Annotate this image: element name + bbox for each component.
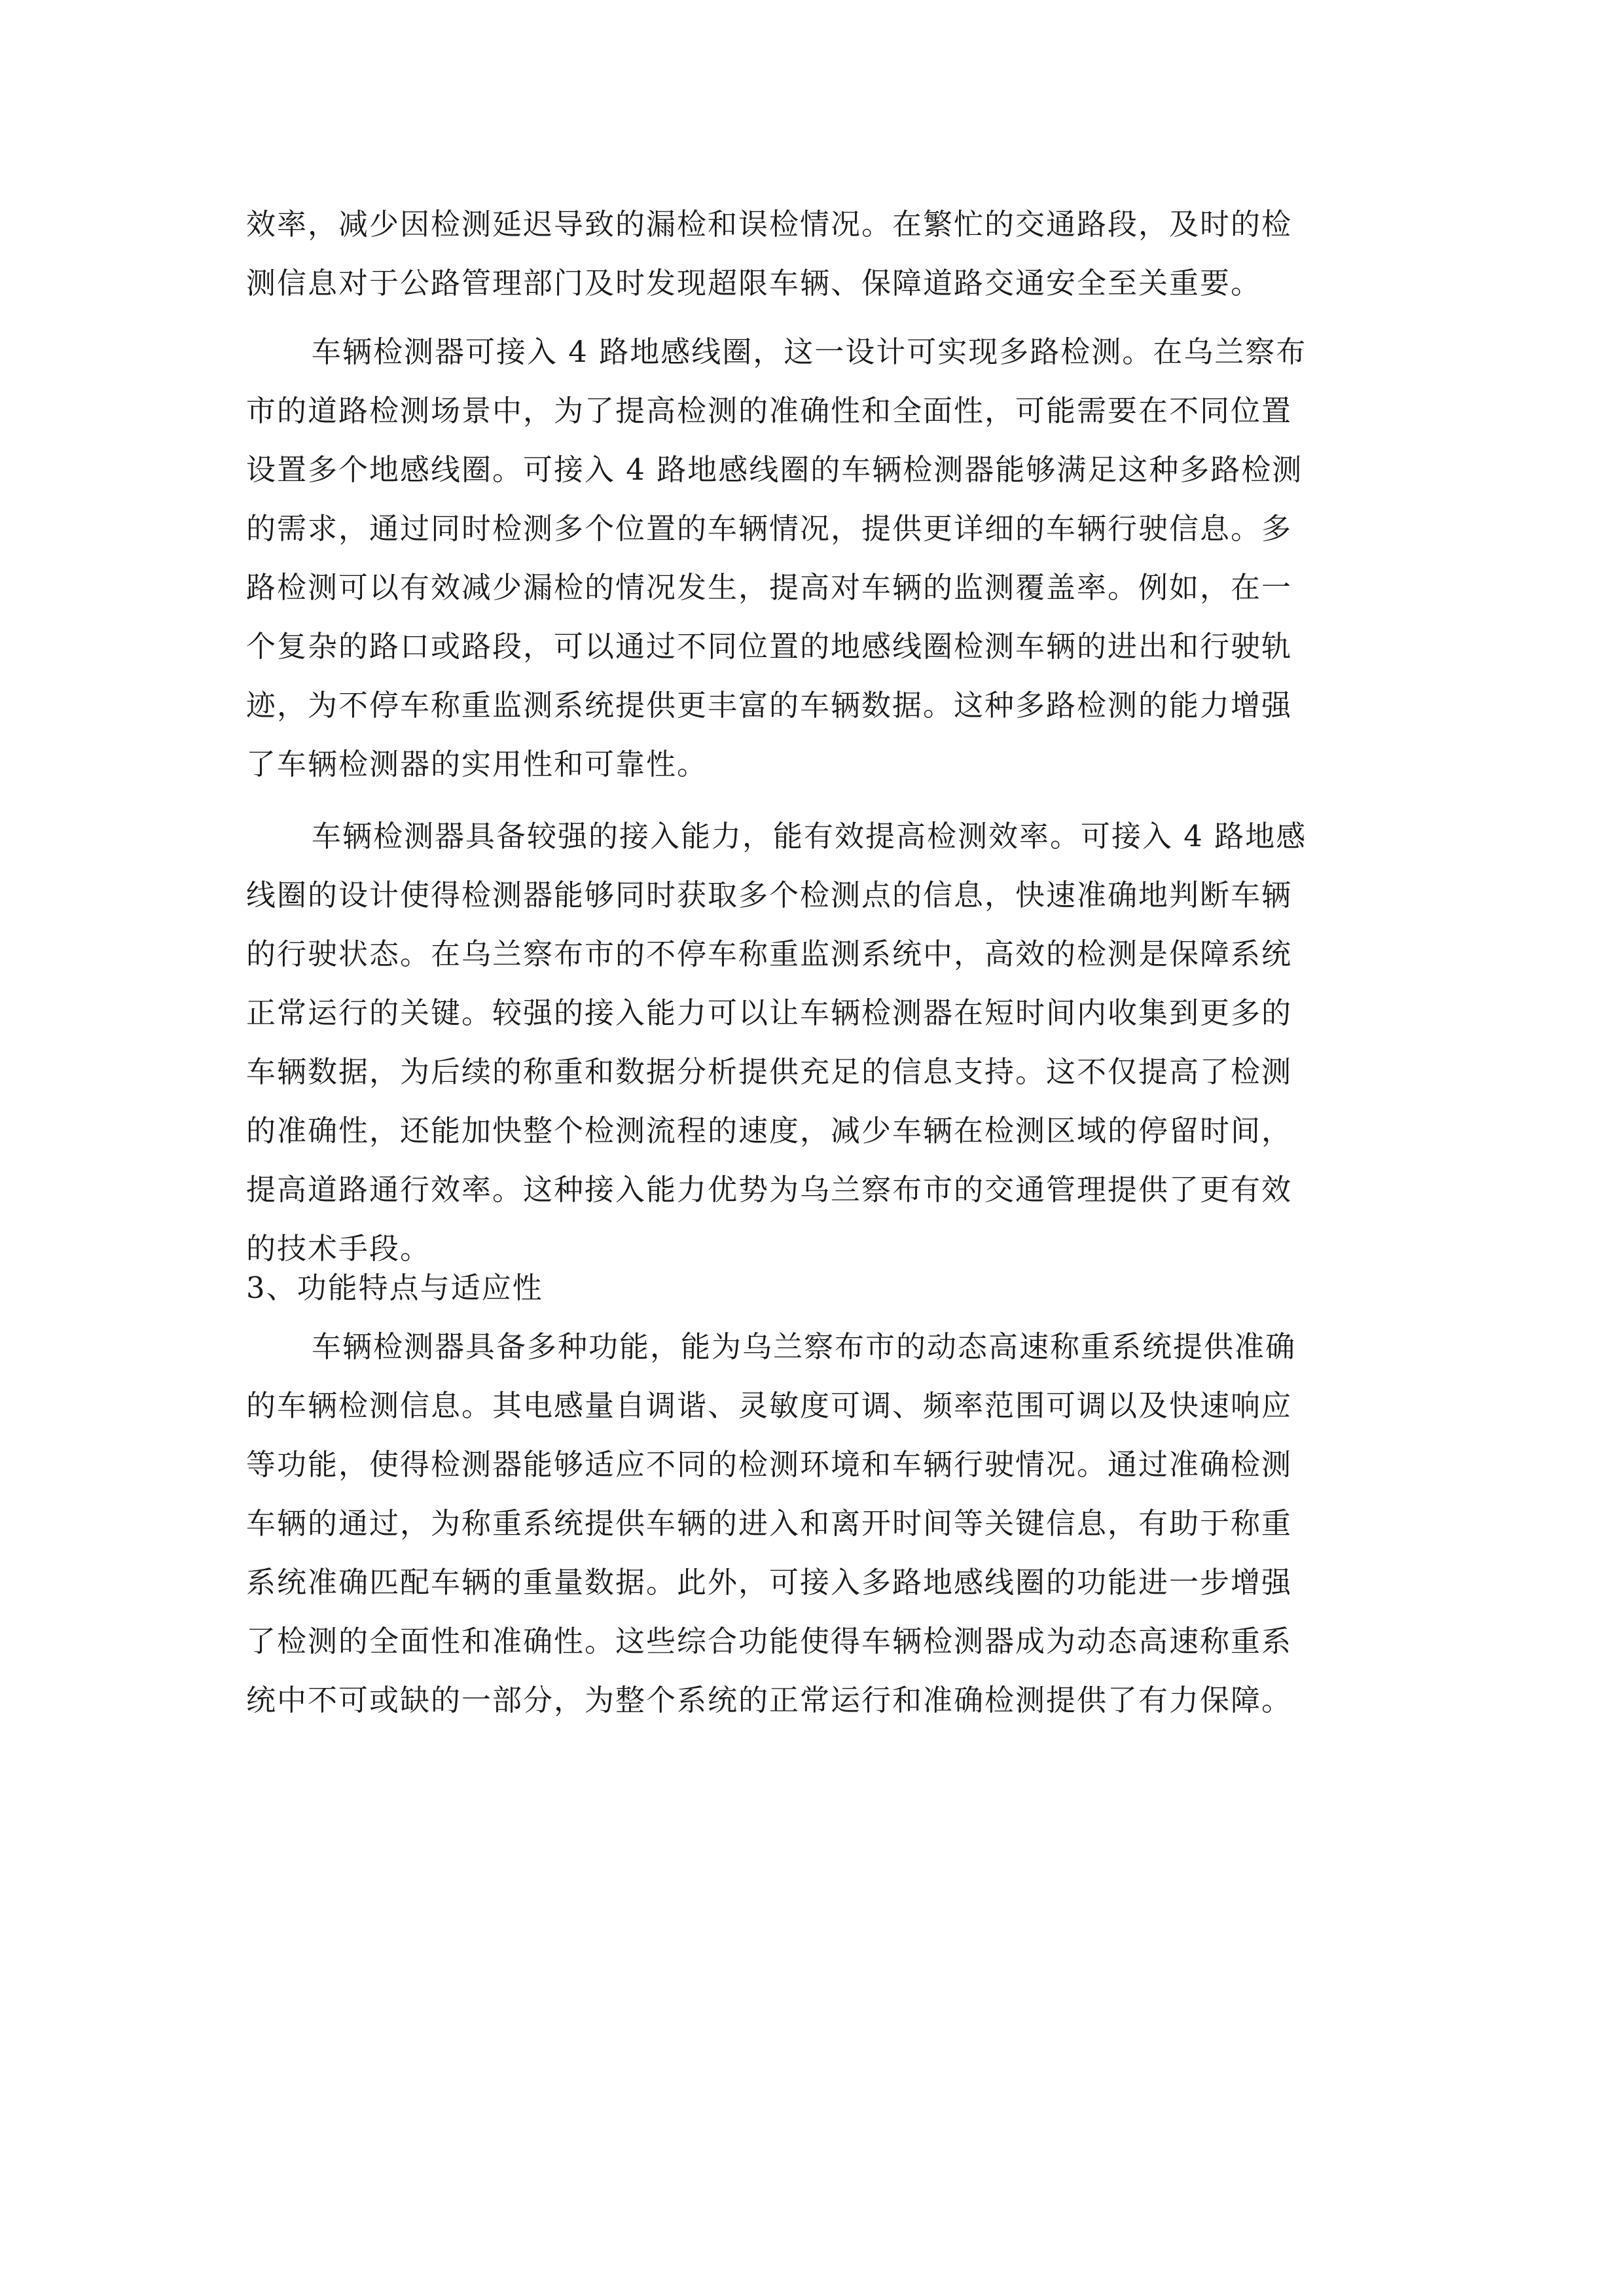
paragraph-line: 统中不可或缺的一部分，为整个系统的正常运行和准确检测提供了有力保障。	[246, 1683, 1293, 1717]
paragraph-line: 车辆的通过，为称重系统提供车辆的进入和离开时间等关键信息，有助于称重	[246, 1506, 1293, 1541]
paragraph-line: 的需求，通过同时检测多个位置的车辆情况，提供更详细的车辆行驶信息。多	[246, 511, 1293, 546]
paragraph-line: 提高道路通行效率。这种接入能力优势为乌兰察布市的交通管理提供了更有效	[246, 1172, 1293, 1207]
paragraph-line: 车辆数据，为后续的称重和数据分析提供充足的信息支持。这不仅提高了检测	[246, 1054, 1293, 1089]
paragraph-line: 车辆检测器可接入 4 路地感线圈，这一设计可实现多路检测。在乌兰察布	[312, 334, 1307, 369]
paragraph-line: 市的道路检测场景中，为了提高检测的准确性和全面性，可能需要在不同位置	[246, 393, 1293, 428]
paragraph-line: 线圈的设计使得检测器能够同时获取多个检测点的信息，快速准确地判断车辆	[246, 878, 1293, 912]
paragraph-line: 等功能，使得检测器能够适应不同的检测环境和车辆行驶情况。通过准确检测	[246, 1447, 1293, 1482]
paragraph-line: 的技术手段。	[246, 1231, 431, 1266]
paragraph-line: 迹，为不停车称重监测系统提供更丰富的车辆数据。这种多路检测的能力增强	[246, 688, 1293, 723]
paragraph-line: 正常运行的关键。较强的接入能力可以让车辆检测器在短时间内收集到更多的	[246, 996, 1293, 1030]
paragraph-line: 的行驶状态。在乌兰察布市的不停车称重监测系统中，高效的检测是保障系统	[246, 937, 1293, 971]
section-heading: 3、功能特点与适应性	[246, 1270, 543, 1305]
paragraph-features	[246, 1318, 1379, 1730]
paragraph-line: 路检测可以有效减少漏检的情况发生，提高对车辆的监测覆盖率。例如，在一	[246, 570, 1293, 605]
paragraph-line: 测信息对于公路管理部门及时发现超限车辆、保障道路交通安全至关重要。	[246, 266, 1262, 300]
paragraph-continued	[246, 195, 1379, 313]
paragraph-multi-detection	[246, 323, 1379, 794]
paragraph-line: 了车辆检测器的实用性和可靠性。	[246, 747, 708, 781]
paragraph-line: 车辆检测器具备较强的接入能力，能有效提高检测效率。可接入 4 路地感	[312, 819, 1307, 853]
paragraph-line: 的车辆检测信息。其电感量自调谐、灵敏度可调、频率范围可调以及快速响应	[246, 1388, 1293, 1423]
paragraph-line: 了检测的全面性和准确性。这些综合功能使得车辆检测器成为动态高速称重系	[246, 1624, 1293, 1659]
paragraph-line: 车辆检测器具备多种功能，能为乌兰察布市的动态高速称重系统提供准确	[312, 1329, 1297, 1364]
paragraph-line: 设置多个地感线圈。可接入 4 路地感线圈的车辆检测器能够满足这种多路检测	[246, 452, 1303, 487]
paragraph-line: 的准确性，还能加快整个检测流程的速度，减少车辆在检测区域的停留时间，	[246, 1113, 1293, 1148]
paragraph-access-capability	[246, 807, 1379, 1278]
paragraph-line: 系统准确匹配车辆的重量数据。此外，可接入多路地感线圈的功能进一步增强	[246, 1565, 1293, 1600]
paragraph-line: 效率，减少因检测延迟导致的漏检和误检情况。在繁忙的交通路段，及时的检	[246, 207, 1293, 242]
paragraph-line: 个复杂的路口或路段，可以通过不同位置的地感线圈检测车辆的进出和行驶轨	[246, 629, 1293, 664]
